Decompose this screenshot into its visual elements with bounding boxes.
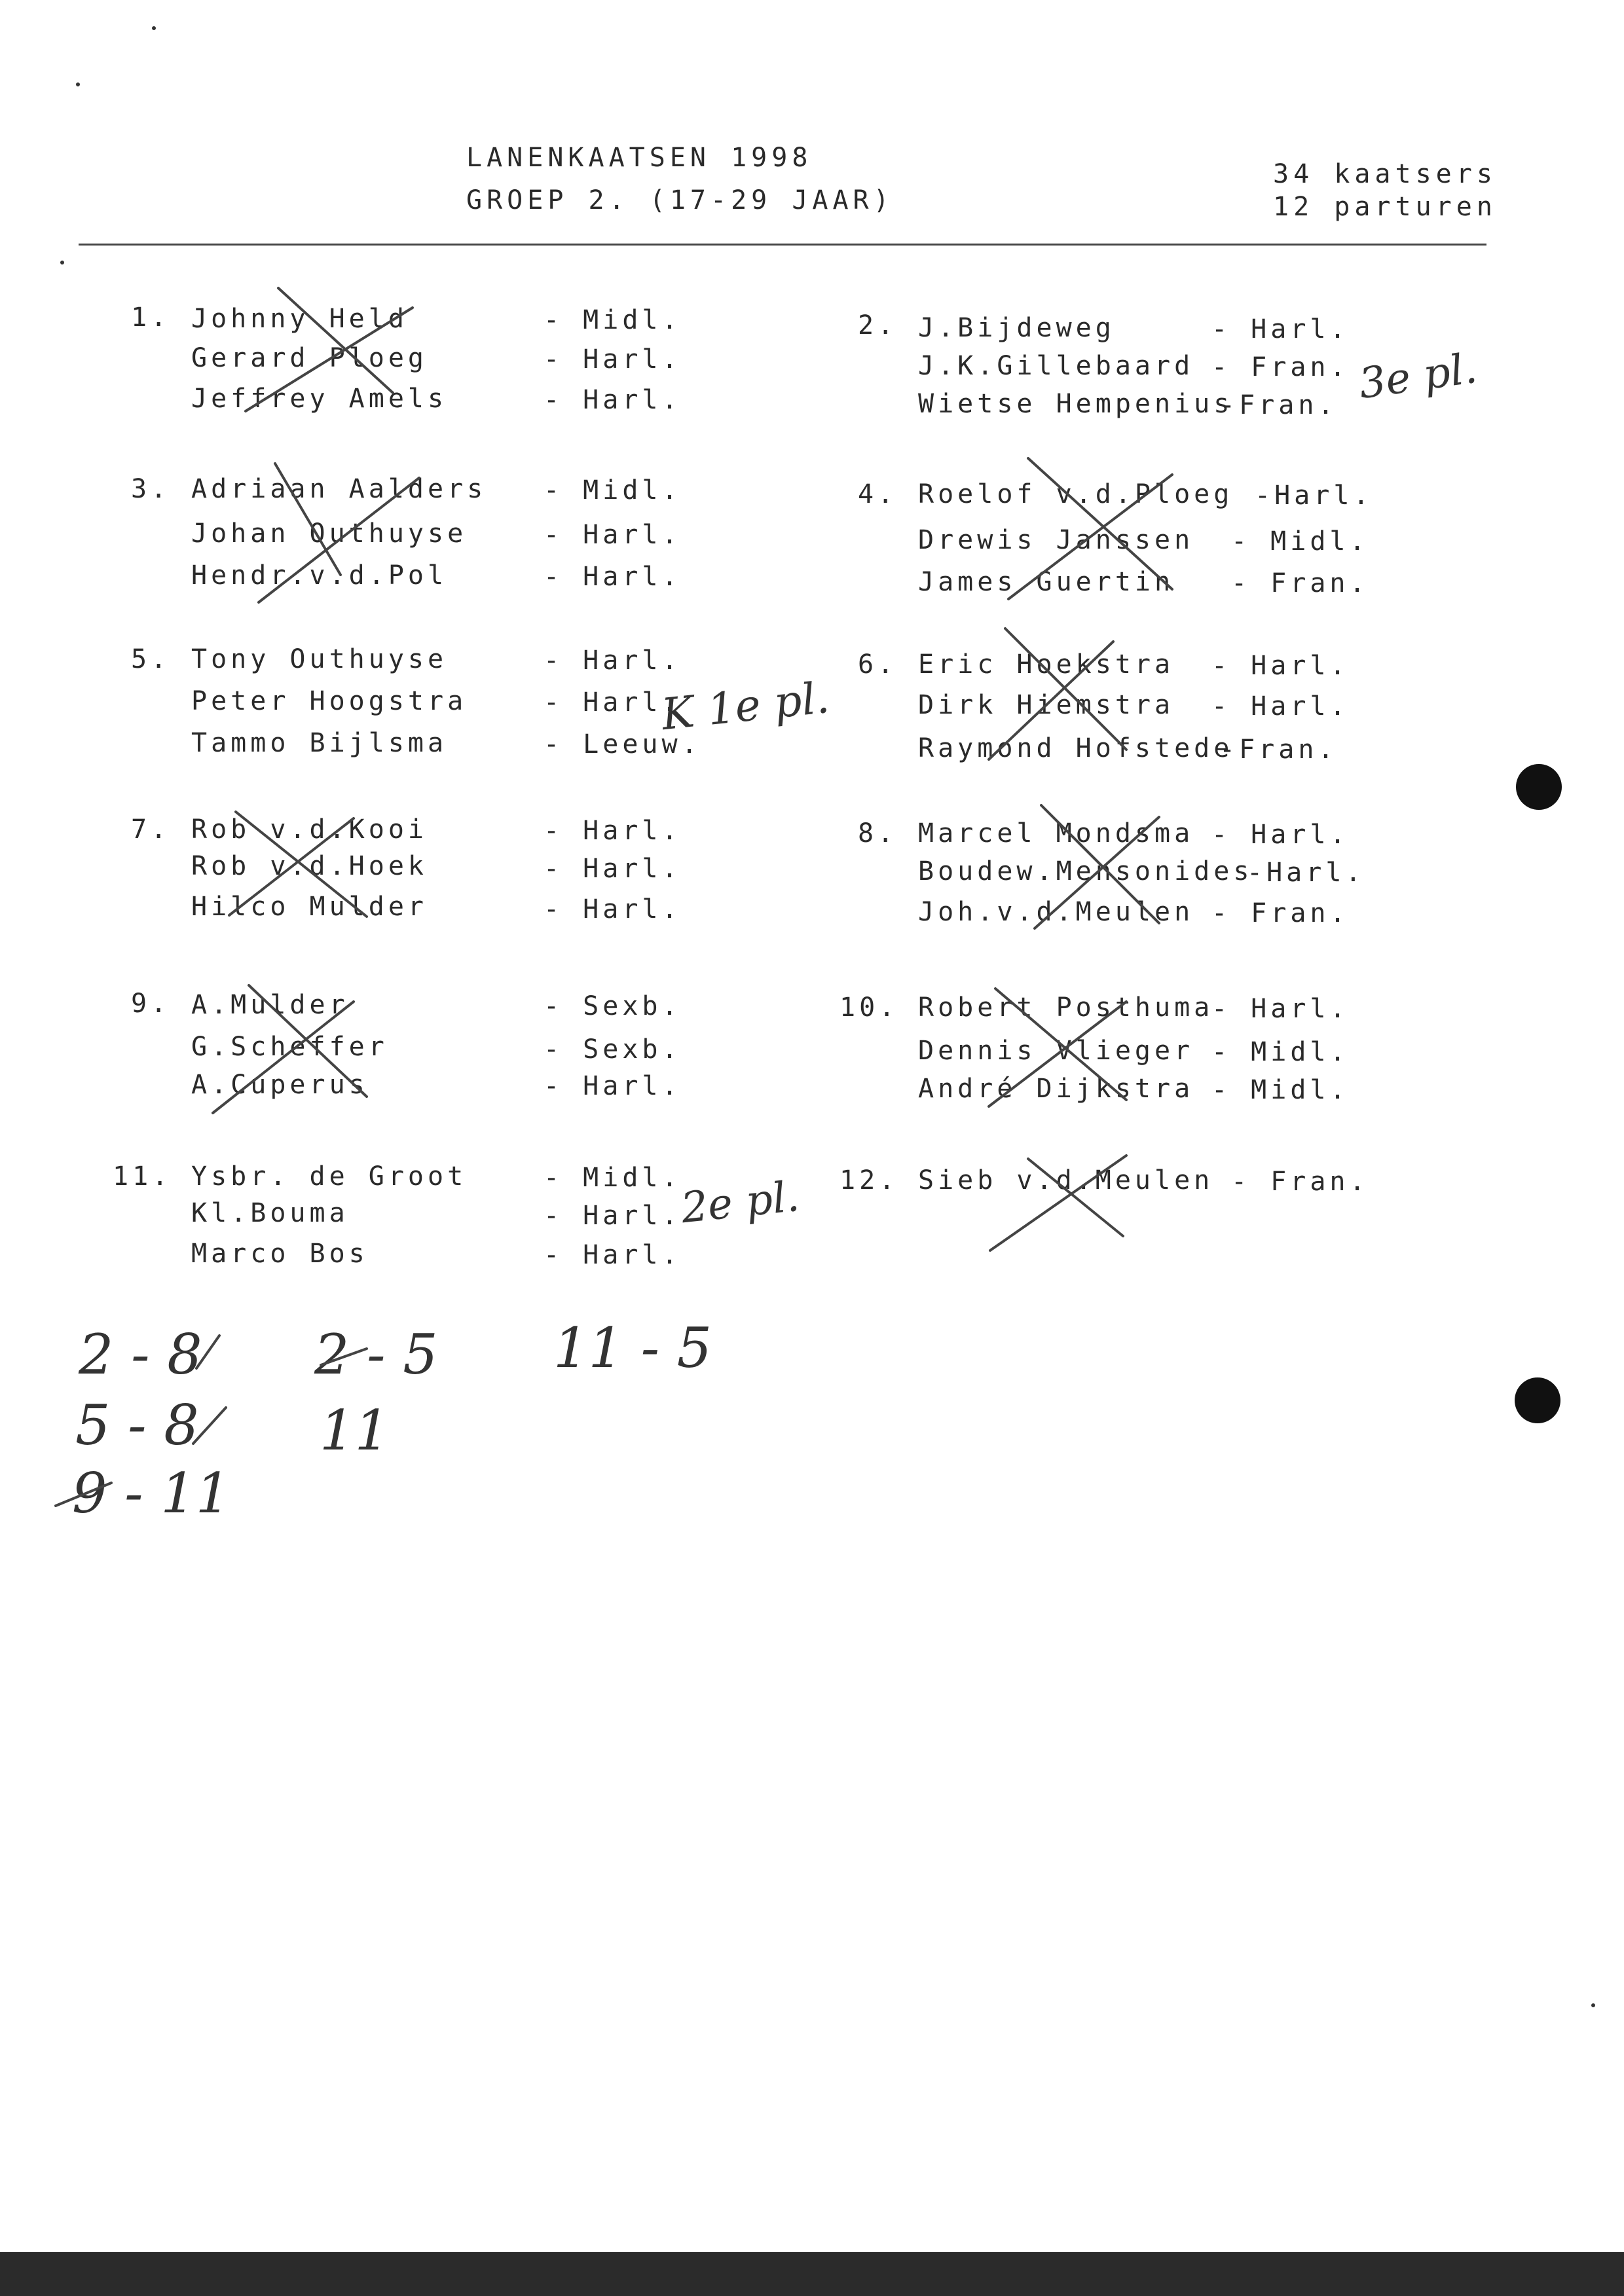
player-club: - Harl.	[544, 562, 682, 592]
player-name: Wietse Hempenius	[918, 389, 1234, 419]
handwritten-score: 5 - 8	[75, 1393, 199, 1457]
player-name: Gerard Ploeg	[191, 343, 428, 373]
team-number: 4.	[858, 479, 898, 509]
scan-edge	[0, 2252, 1624, 2296]
player-club: -Harl.	[1255, 481, 1373, 511]
player-name: Raymond Hofstede	[918, 733, 1234, 763]
team-number: 3.	[131, 474, 171, 504]
player-club: - Harl.	[544, 687, 682, 718]
player-club: - Harl.	[1211, 651, 1350, 681]
player-club: - Harl.	[1211, 314, 1350, 344]
player-name: Jeffrey Amels	[191, 384, 448, 414]
player-name: Hilco Mulder	[191, 892, 428, 922]
player-club: - Fran.	[1231, 1167, 1369, 1197]
handwritten-score: 2 - 5	[314, 1322, 438, 1387]
player-club: - Harl.	[544, 344, 682, 374]
player-name: Dennis Vlieger	[918, 1036, 1194, 1066]
document-subtitle: GROEP 2. (17-29 JAAR)	[466, 185, 894, 215]
team-number: 2.	[858, 310, 898, 340]
player-name: Peter Hoogstra	[191, 686, 468, 716]
player-club: - Harl.	[544, 646, 682, 676]
player-club: - Harl.	[1211, 820, 1350, 850]
player-club: - Midl.	[1211, 1075, 1350, 1105]
player-club: - Leeuw.	[544, 729, 701, 759]
player-name: Roelof v.d.Ploeg	[918, 479, 1234, 509]
team-number: 8.	[858, 818, 898, 848]
player-club: -Fran.	[1219, 735, 1338, 765]
handwritten-score: 11	[320, 1398, 390, 1463]
player-club: - Midl.	[544, 475, 682, 505]
player-name: Ysbr. de Groot	[191, 1161, 468, 1192]
player-club: - Harl.	[544, 520, 682, 550]
handwritten-score: 11 - 5	[553, 1316, 712, 1380]
player-name: A.Cuperus	[191, 1070, 369, 1100]
header-divider	[79, 244, 1486, 246]
punch-hole	[1515, 1377, 1560, 1423]
player-name: André Dijkstra	[918, 1074, 1194, 1104]
scan-speck	[152, 26, 156, 30]
punch-hole	[1516, 764, 1562, 810]
player-name: Robert Posthuma	[918, 993, 1214, 1023]
player-club: - Harl.	[544, 854, 682, 884]
player-name: Dirk Hiemstra	[918, 690, 1175, 720]
team-number: 11.	[113, 1161, 172, 1192]
player-name: Adriaan Aalders	[191, 474, 487, 504]
player-name: J.Bijdeweg	[918, 313, 1115, 343]
player-name: Joh.v.d.Meulen	[918, 897, 1194, 927]
player-name: Johnny Held	[191, 304, 408, 334]
handwritten-score: 9 - 11	[72, 1461, 231, 1525]
team-number: 12.	[840, 1165, 899, 1195]
player-name: Rob v.d.Hoek	[191, 851, 428, 881]
player-club: - Midl.	[1231, 526, 1369, 556]
player-name: Tony Outhuyse	[191, 644, 448, 674]
team-count: 12 parturen	[1273, 192, 1497, 222]
player-club: -Harl.	[1247, 858, 1365, 888]
player-club: - Harl.	[544, 385, 682, 415]
team-number: 1.	[131, 302, 171, 333]
handwritten-place-note: K 1e pl.	[659, 672, 832, 740]
player-name: Hendr.v.d.Pol	[191, 560, 448, 591]
player-club: - Fran.	[1211, 352, 1350, 382]
player-club: - Midl.	[1211, 1037, 1350, 1067]
player-name: Marcel Mondsma	[918, 818, 1194, 848]
player-name: A.Mulder	[191, 990, 349, 1020]
scan-speck	[76, 82, 80, 86]
player-name: Johan Outhuyse	[191, 519, 468, 549]
player-club: - Midl.	[544, 1163, 682, 1193]
player-club: - Harl.	[544, 1071, 682, 1101]
player-name: Tammo Bijlsma	[191, 728, 448, 758]
player-club: - Harl.	[544, 816, 682, 846]
player-club: - Harl.	[544, 1240, 682, 1270]
scan-speck	[60, 261, 64, 264]
player-club: -Fran.	[1219, 390, 1338, 420]
player-name: Kl.Bouma	[191, 1198, 349, 1228]
team-number: 7.	[131, 814, 171, 845]
player-name: James Guertin	[918, 567, 1175, 597]
document-title: LANENKAATSEN 1998	[466, 143, 813, 173]
player-name: Eric Hoekstra	[918, 649, 1175, 680]
player-club: - Harl.	[1211, 994, 1350, 1024]
team-number: 9.	[131, 989, 171, 1019]
player-name: Sieb v.d.Meulen	[918, 1165, 1214, 1195]
player-name: J.K.Gillebaard	[918, 351, 1194, 381]
handwritten-place-note: 2e pl.	[678, 1172, 802, 1233]
player-club: - Midl.	[544, 305, 682, 335]
player-club: - Harl.	[544, 1201, 682, 1231]
player-count: 34 kaatsers	[1273, 159, 1497, 189]
player-club: - Harl.	[1211, 691, 1350, 721]
player-name: Boudew.Mensonides	[918, 856, 1253, 886]
player-club: - Sexb.	[544, 1034, 682, 1065]
player-club: - Sexb.	[544, 991, 682, 1021]
player-club: - Fran.	[1231, 568, 1369, 598]
player-club: - Fran.	[1211, 898, 1350, 928]
player-name: Drewis Janssen	[918, 525, 1194, 555]
handwritten-score: 2 - 8	[79, 1322, 202, 1387]
player-name: G.Scheffer	[191, 1032, 388, 1062]
team-number: 10.	[840, 993, 899, 1023]
team-number: 6.	[858, 649, 898, 680]
player-club: - Harl.	[544, 894, 682, 924]
player-name: Rob v.d.Kooi	[191, 814, 428, 845]
player-name: Marco Bos	[191, 1239, 369, 1269]
handwritten-place-note: 3e pl.	[1356, 344, 1480, 409]
team-number: 5.	[131, 644, 171, 674]
scan-speck	[1591, 2003, 1595, 2007]
